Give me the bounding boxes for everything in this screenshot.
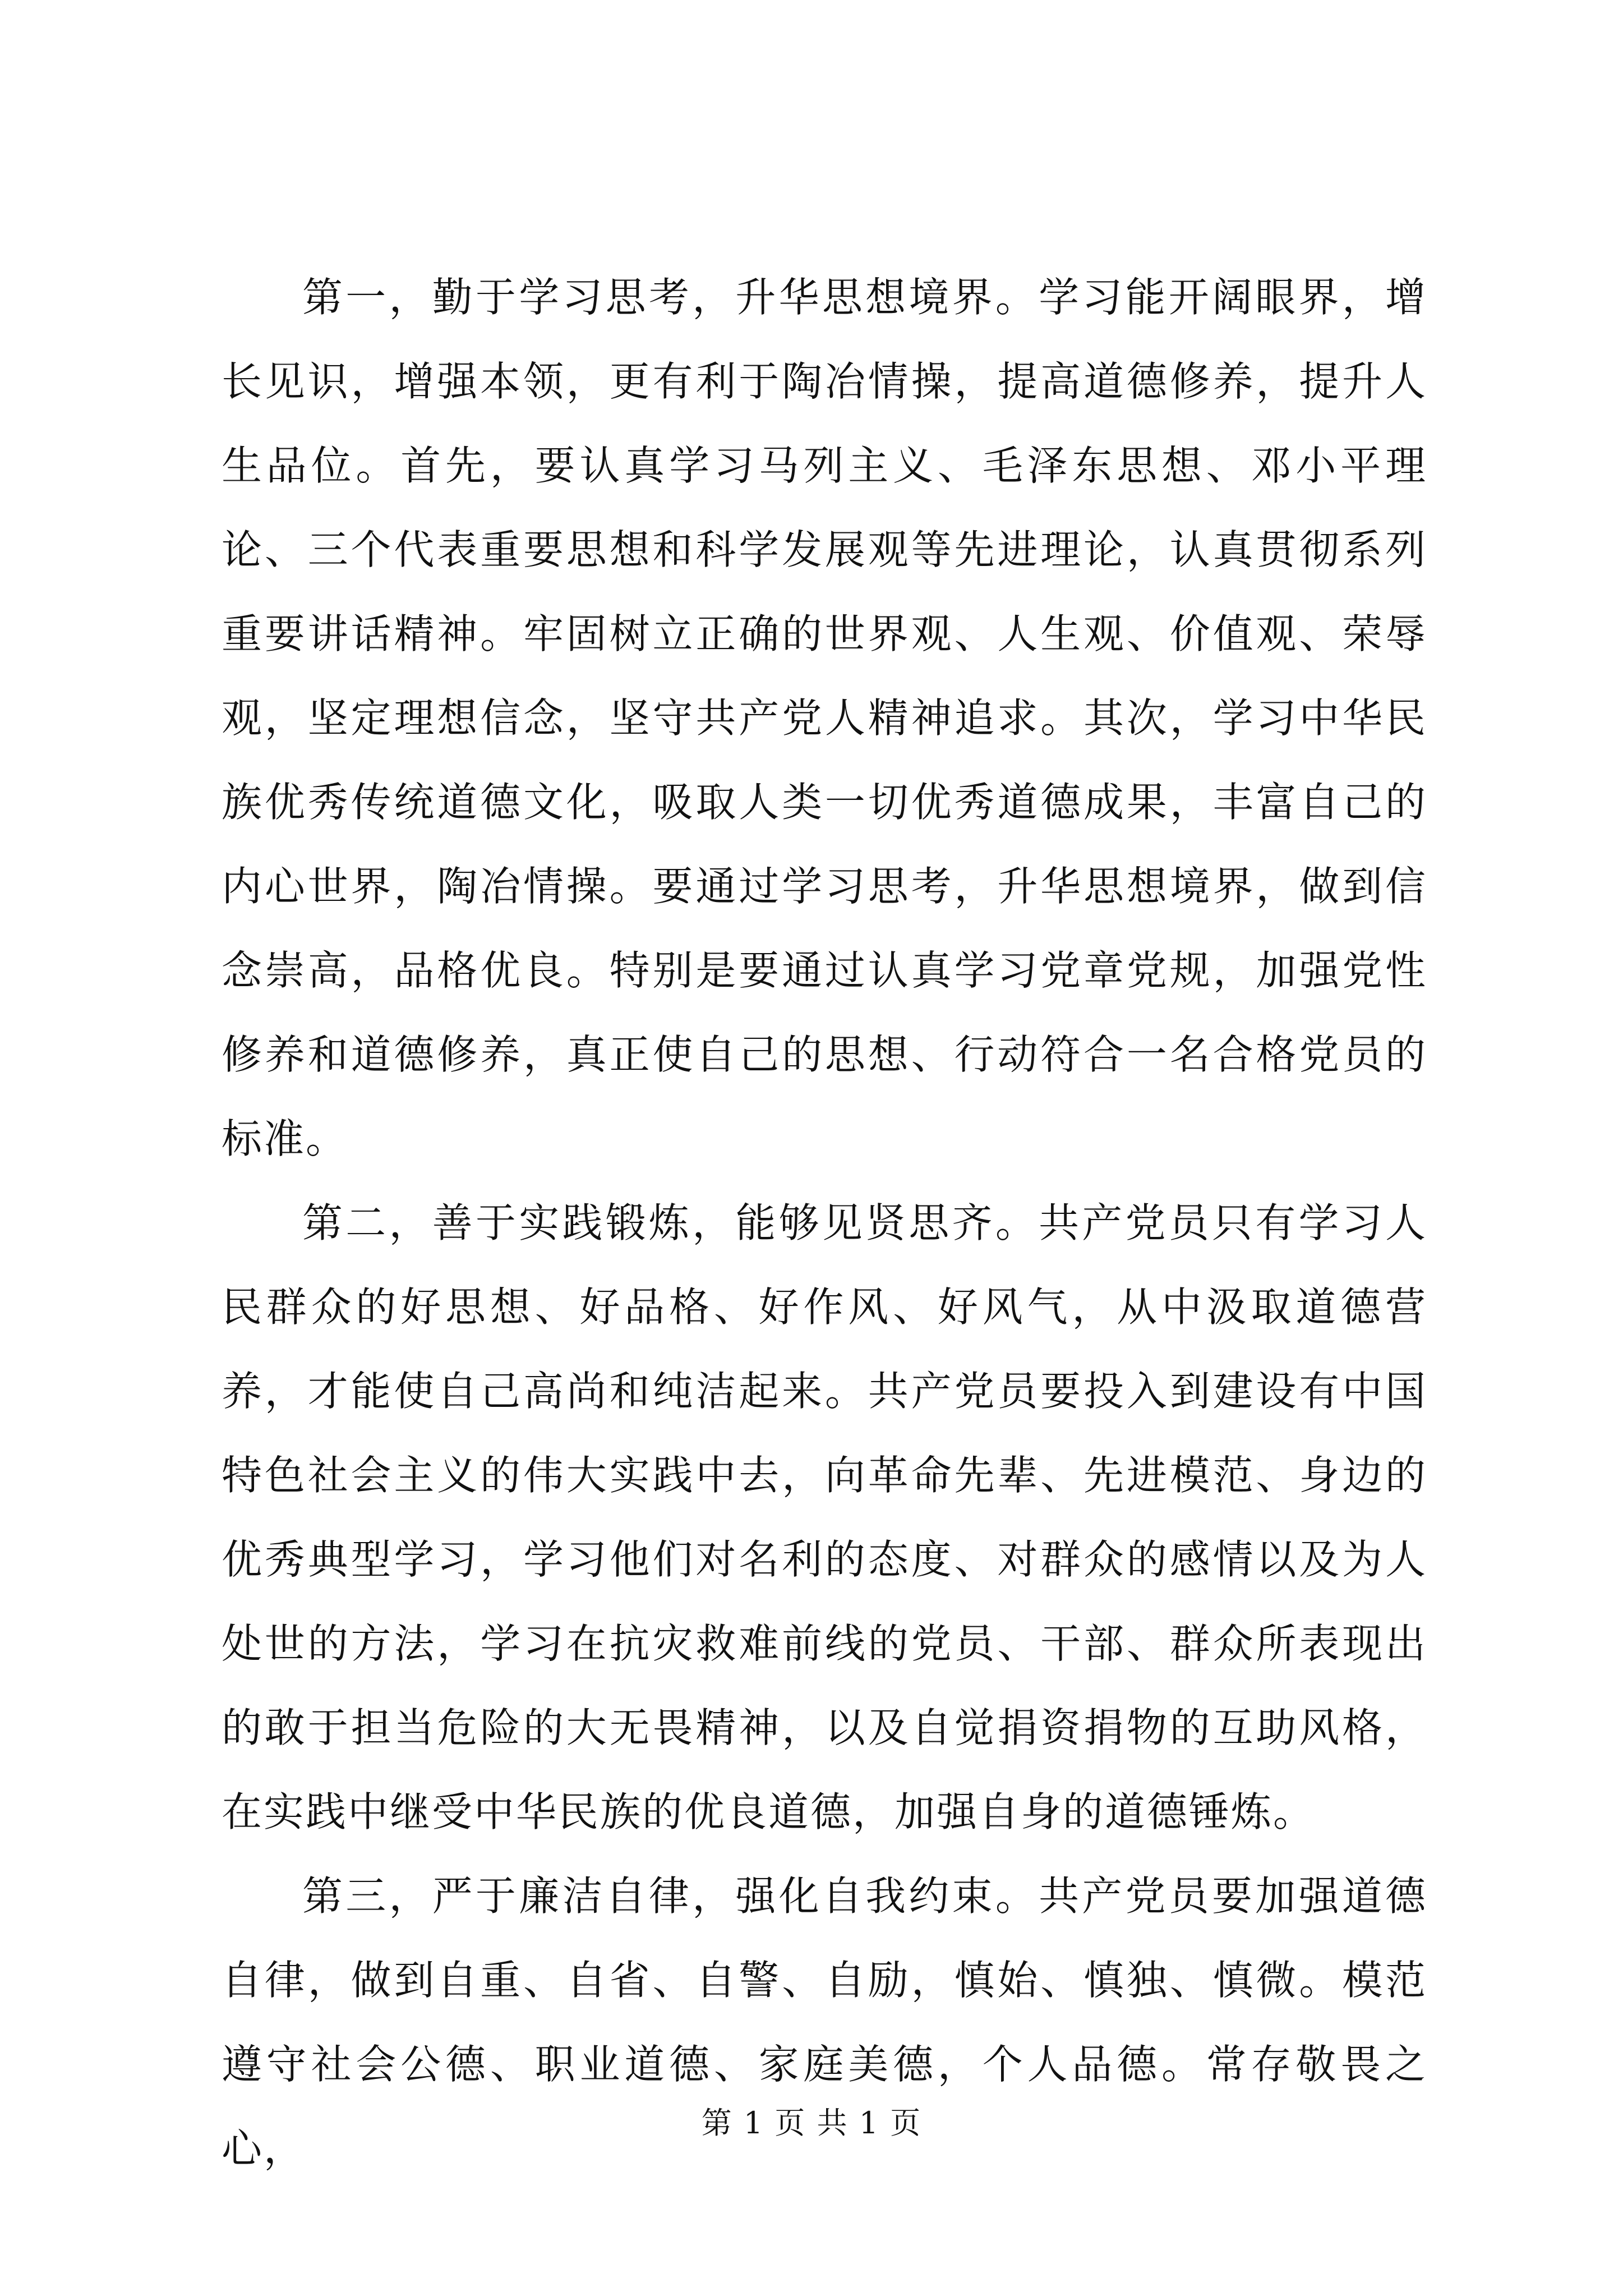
paragraph-3: 第三，严于廉洁自律，强化自我约束。共产党员要加强道德自律，做到自重、自省、自警、自励，慎始、慎独、慎微。模范遵守社会公德、职业道德、家庭美德，个人品德。常存敬畏之心， — [222, 1872, 1427, 2172]
paragraph-2: 第二，善于实践锻炼，能够见贤思齐。共产党员只有学习人民群众的好思想、好品格、好作风、好风气，从中汲取道德营养，才能使自己高尚和纯洁起来。共产党员要投入到建设有中国特色社会主义的伟大实践中去，向革命先辈、先进模范、身边的优秀典型学习，学习他们对名利的态度、对群众的感情以及为人处世的方法，学习在抗灾救难前线的党员、干部、群众所表现出的敢于担当危险的大无畏精神，以及自觉捐资捐物的互助风格，在实践中继受中华民族的优良道德，加强自身的道德锤炼。 — [222, 1199, 1427, 1835]
paragraph-1: 第一，勤于学习思考，升华思想境界。学习能开阔眼界，增长见识，增强本领，更有利于陶冶情操，提高道德修养，提升人生品位。首先，要认真学习马列主义、毛泽东思想、邓小平理论、三个代表重要思想和科学发展观等先进理论，认真贯彻系列重要讲话精神。牢固树立正确的世界观、人生观、价值观、荣辱观，坚定理想信念，坚守共产党人精神追求。其次，学习中华民族优秀传统道德文化，吸取人类一切优秀道德成果，丰富自己的内心世界，陶冶情操。要通过学习思考，升华思想境界，做到信念崇高，品格优良。特别是要通过认真学习党章党规，加强党性修养和道德修养，真正使自己的思想、行动符合一名合格党员的标准。 — [222, 274, 1427, 1162]
document-body — [222, 255, 1427, 2191]
page-number-footer: 第 1 页 共 1 页 — [701, 2105, 922, 2141]
